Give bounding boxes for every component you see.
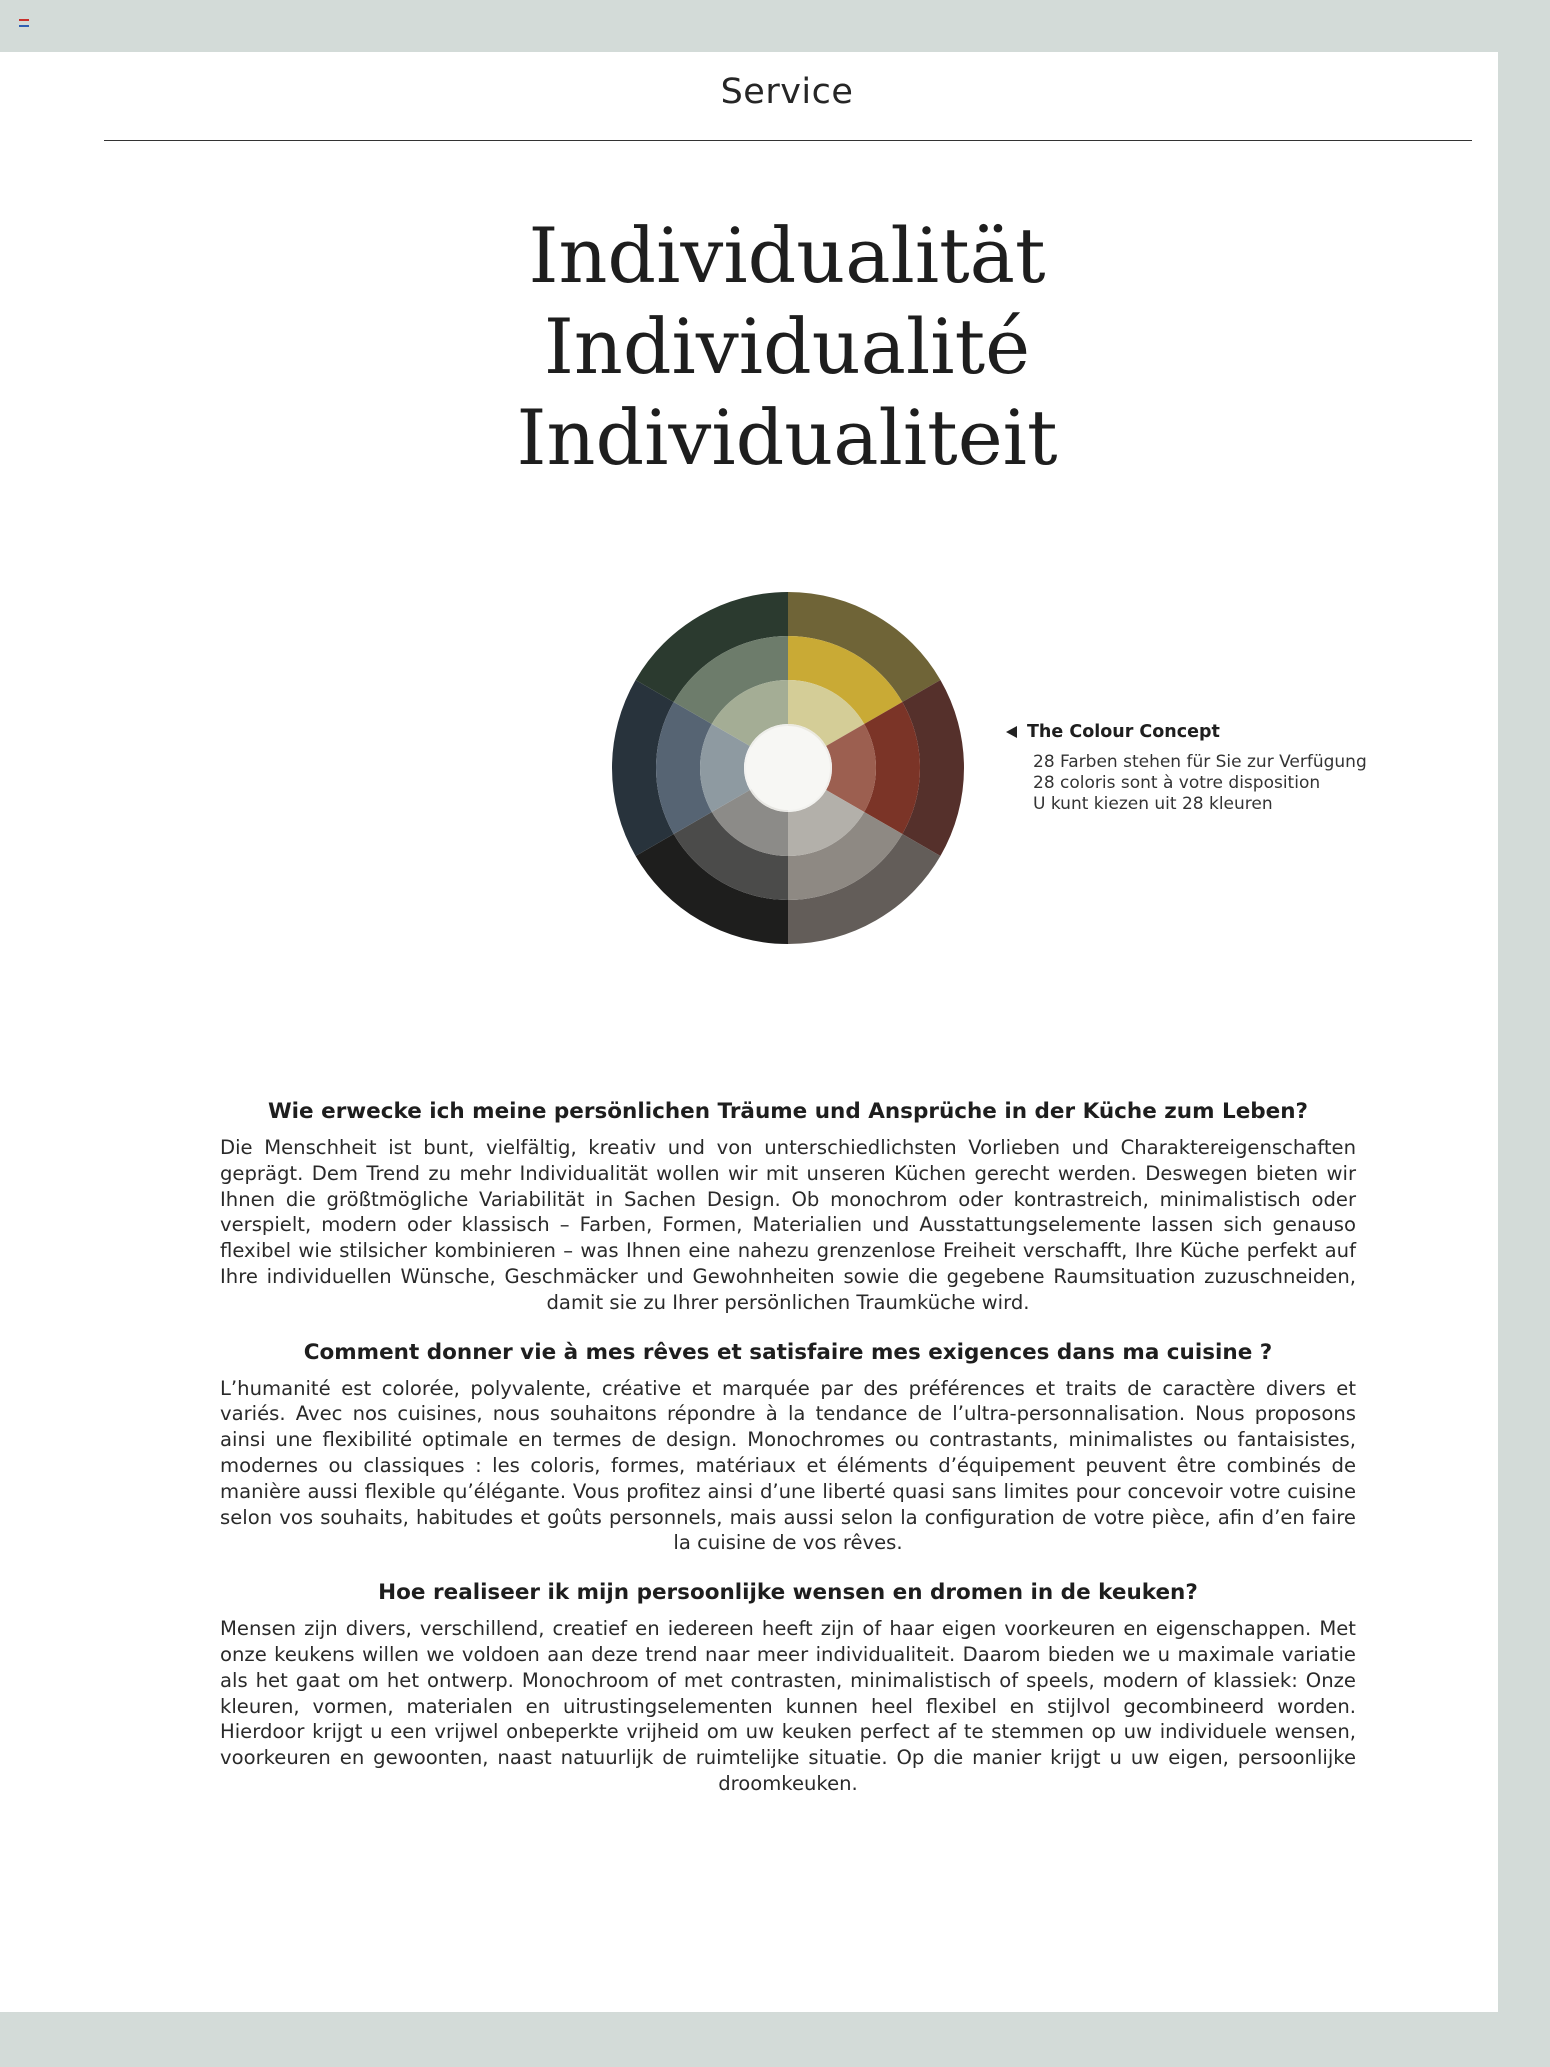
question-german: Wie erwecke ich meine persönlichen Träume und Ansprüche in der Küche zum Leben? <box>267 1099 1309 1124</box>
body-text <box>220 1098 1356 1820</box>
question-dutch: Hoe realiseer ik mijn persoonlijke wensen en dromen in de keuken? <box>378 1580 1198 1606</box>
legend-line-de: 28 Farben stehen für Sie zur Verfügung <box>1033 752 1367 772</box>
header-divider <box>104 140 1472 141</box>
paragraph-dutch: Mensen zijn divers, verschillend, creatief en iedereen heeft zijn of haar eigen voorkeuren en eigenschappen. Met onze keukens willen we voldoen aan deze trend naar meer individualiteit. Daarom bieden we u maximale variatie als het gaat om het ontwerp. Monochroom of met contrasten, minimalistisch of speels, modern of klassiek: Onze kleuren, vormen, materialen en uitrustingselementen kunnen heel flexibel en stijlvol gecombineerd worden. Hierdoor krijgt u een vrijwel onbeperkte vrijheid om uw keuken perfect af te stemmen op uw individuele wensen, voorkeuren en gewoonten, naast natuurlijk de ruimtelijke situatie. Op die manier krijgt u uw eigen, persoonlijke droomkeuken. <box>220 1617 1356 1795</box>
legend-line-nl: U kunt kiezen uit 28 kleuren <box>1033 794 1273 814</box>
page-title <box>0 210 1550 483</box>
paragraph-french: L’humanité est colorée, polyvalente, créative et marquée par des préférences et traits de caractère divers et variés. Avec nos cuisines, nous souhaitons répondre à la tendance de l’ultra-personnalisation. Nous proposons ainsi une flexibilité optimale en termes de design. Monochromes ou contrastants, minimalistes ou fantaisistes, modernes ou classiques : les coloris, formes, matériaux et éléments d’équipement peuvent être combinés de manière aussi flexible qu’élégante. Vous profitez ainsi d’une liberté quasi sans limites pour concevoir votre cuisine selon vos souhaits, habitudes et goûts personnels, mais aussi selon la configuration de votre pièce, afin d’en faire la cuisine de vos rêves. <box>220 1376 1356 1555</box>
colour-wheel <box>612 592 964 944</box>
page <box>0 52 1498 2012</box>
menu-icon-bar <box>19 25 29 27</box>
legend-line-fr: 28 coloris sont à votre disposition <box>1033 773 1321 793</box>
title-french: Individualité <box>543 302 1031 391</box>
wheel-center <box>746 726 830 810</box>
legend-title: The Colour Concept <box>1027 722 1220 742</box>
section-label: Service <box>720 72 854 112</box>
question-french: Comment donner vie à mes rêves et satisfaire mes exigences dans ma cuisine ? <box>303 1339 1273 1365</box>
colour-concept-legend <box>1006 722 1426 815</box>
menu-icon[interactable] <box>19 19 29 27</box>
paragraph-german: Die Menschheit ist bunt, vielfältig, kreativ und von unterschiedlichsten Vorlieben und Charaktereigenschaften geprägt. Dem Trend zu mehr Individualität wollen wir mit unseren Küchen gerecht werden. Deswegen bieten wir Ihnen die größtmögliche Variabilität in Sachen Design. Ob monochrom oder kontrastreich, minimalistisch oder verspielt, modern oder klassisch – Farben, Formen, Materialien und Ausstattungselemente lassen sich genauso flexibel wie stilsicher kombinieren – was Ihnen eine nahezu grenzenlose Freiheit verschafft, Ihre Küche perfekt auf Ihre individuellen Wünsche, Geschmäcker und Gewohnheiten sowie die gegebene Raumsituation zuzuschneiden, damit sie zu Ihrer persönlichen Traumküche wird. <box>220 1136 1356 1314</box>
title-dutch: Individualiteit <box>516 393 1058 482</box>
menu-icon-bar <box>19 19 29 21</box>
title-german: Individualität <box>528 211 1046 300</box>
arrow-left-icon <box>1006 726 1017 738</box>
